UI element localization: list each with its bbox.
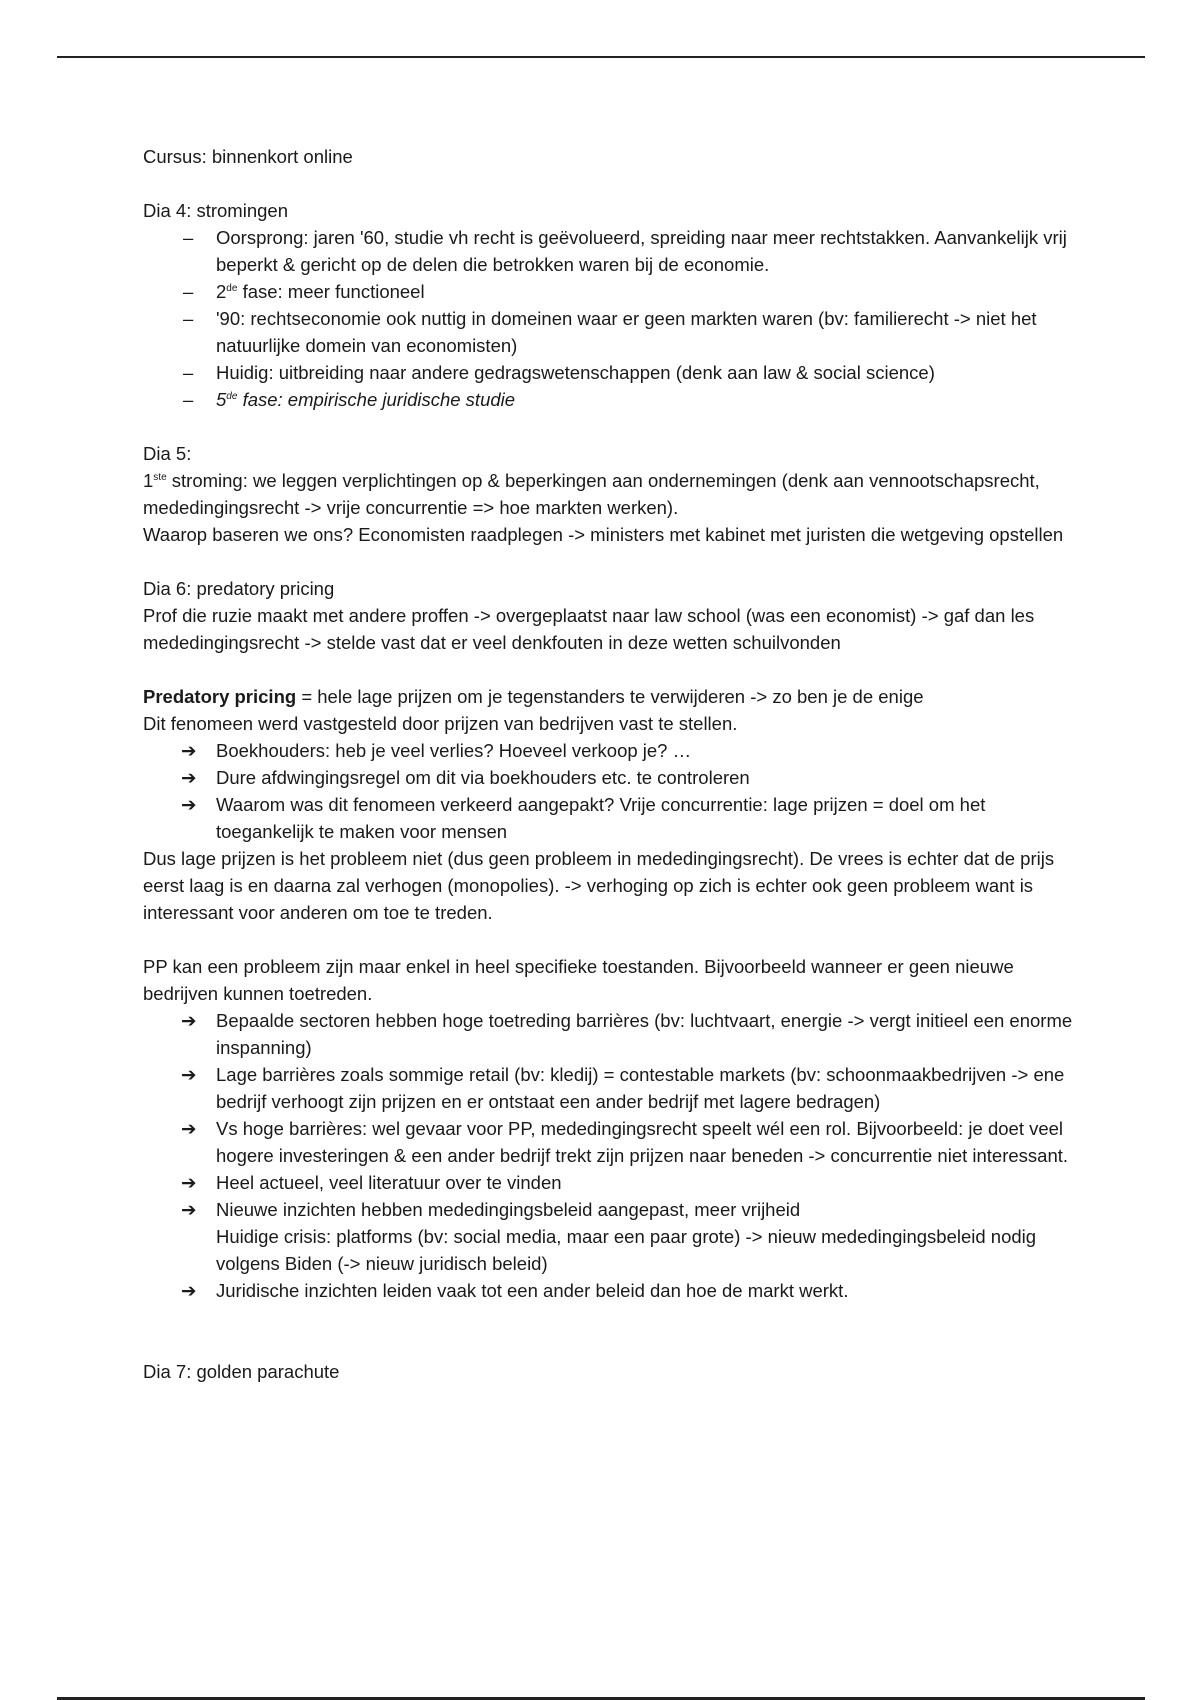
arrow-icon: ➔ [181,1064,197,1085]
list-item: – Oorsprong: jaren '60, studie vh recht is geëvolueerd, spreiding naar meer rechtstakken. Aanvankelijk vrij beperkt & gericht op de delen die betrokken waren bij de economie. [183,227,1067,275]
list-item: – Huidig: uitbreiding naar andere gedragswetenschappen (denk aan law & social science) [183,362,935,383]
dia7-heading: Dia 7: golden parachute [143,1361,340,1382]
dia5-text-2: Waarop baseren we ons? Economisten raadplegen -> ministers met kabinet met juristen die wetgeving opstellen [143,524,1064,545]
pp-term: Predatory pricing [143,686,297,707]
dia4-heading: Dia 4: stromingen [143,200,288,221]
dia6-para-1: Prof die ruzie maakt met andere proffen -> overgeplaatst naar law school (was een economist) -> gaf dan les mededingingsrecht -> stelde vast dat er veel denkfouten in deze wetten schuilvonden [143,605,1035,653]
cursus-line: Cursus: binnenkort online [143,146,353,167]
list-item: ➔ Bepaalde sectoren hebben hoge toetreding barrières (bv: luchtvaart, energie -> vergt initieel een enorme inspanning) [143,1007,1073,1061]
document-body [143,143,1073,1385]
top-rule [57,56,1145,58]
dia6-para-3: PP kan een probleem zijn maar enkel in heel specifieke toestanden. Bijvoorbeeld wanneer er geen nieuwe bedrijven kunnen toetreden. [143,956,1014,1004]
dia6-heading: Dia 6: predatory pricing [143,578,335,599]
list-item: ➔ Vs hoge barrières: wel gevaar voor PP, mededingingsrecht speelt wél een rol. Bijvoorbeeld: je doet veel hogere investeringen & een ander bedrijf trekt zijn prijzen naar beneden -> concurrentie niet interessant. [143,1115,1073,1169]
list-item: ➔ Dure afdwingingsregel om dit via boekhouders etc. te controleren [143,764,1073,791]
arrow-list-2 [143,1007,1073,1304]
arrow-icon: ➔ [181,1172,197,1193]
list-item: – 2de fase: meer functioneel [183,281,425,302]
list-item: ➔ Lage barrières zoals sommige retail (bv: kledij) = contestable markets (bv: schoonmaakbedrijven -> ene bedrijf verhoogt zijn prijzen en er ontstaat een ander bedrijf met lagere bedragen) [143,1061,1073,1115]
arrow-list-1 [143,737,1073,845]
list-item: – '90: rechtseconomie ook nuttig in domeinen waar er geen markten waren (bv: familierecht -> niet het natuurlijke domein van economisten) [183,308,1037,356]
arrow-icon: ➔ [181,1118,197,1139]
pp-line-2: Dit fenomeen werd vastgesteld door prijzen van bedrijven vast te stellen. [143,713,738,734]
list-item: ➔ Boekhouders: heb je veel verlies? Hoeveel verkoop je? … [143,737,1073,764]
arrow-icon: ➔ [181,767,197,788]
arrow-icon: ➔ [181,794,197,815]
list-item: – 5de fase: empirische juridische studie [183,389,516,410]
dia5-text: 1ste stroming: we leggen verplichtingen op & beperkingen aan ondernemingen (denk aan vennootschapsrecht, mededingingsrecht -> vrije concurrentie => hoe markten werken). [143,470,1040,518]
arrow-icon: ➔ [181,740,197,761]
list-item: ➔ Juridische inzichten leiden vaak tot een ander beleid dan hoe de markt werkt. [143,1277,1073,1304]
dia5-heading: Dia 5: [143,443,192,464]
arrow-icon: ➔ [181,1280,197,1301]
arrow-icon: ➔ [181,1010,197,1031]
arrow-icon: ➔ [181,1199,197,1220]
pp-definition: Predatory pricing = hele lage prijzen om je tegenstanders te verwijderen -> zo ben je de enige [143,686,924,707]
dia6-para-2: Dus lage prijzen is het probleem niet (dus geen probleem in mededingingsrecht). De vrees is echter dat de prijs eerst laag is en daarna zal verhogen (monopolies). -> verhoging op zich is echter ook geen probleem want is interessant voor anderen om toe te treden. [143,848,1055,923]
dia4-list [143,224,1073,413]
list-item: ➔ Waarom was dit fenomeen verkeerd aangepakt? Vrije concurrentie: lage prijzen = doel om het toegankelijk te maken voor mensen [143,791,1073,845]
list-item: ➔ Heel actueel, veel literatuur over te vinden [143,1169,1073,1196]
list-item: ➔ Nieuwe inzichten hebben mededingingsbeleid aangepast, meer vrijheid Huidige crisis: platforms (bv: social media, maar een paar grote) -> nieuw mededingingsbeleid nodig volgens Biden (-> nieuw juridisch beleid) [143,1196,1073,1277]
